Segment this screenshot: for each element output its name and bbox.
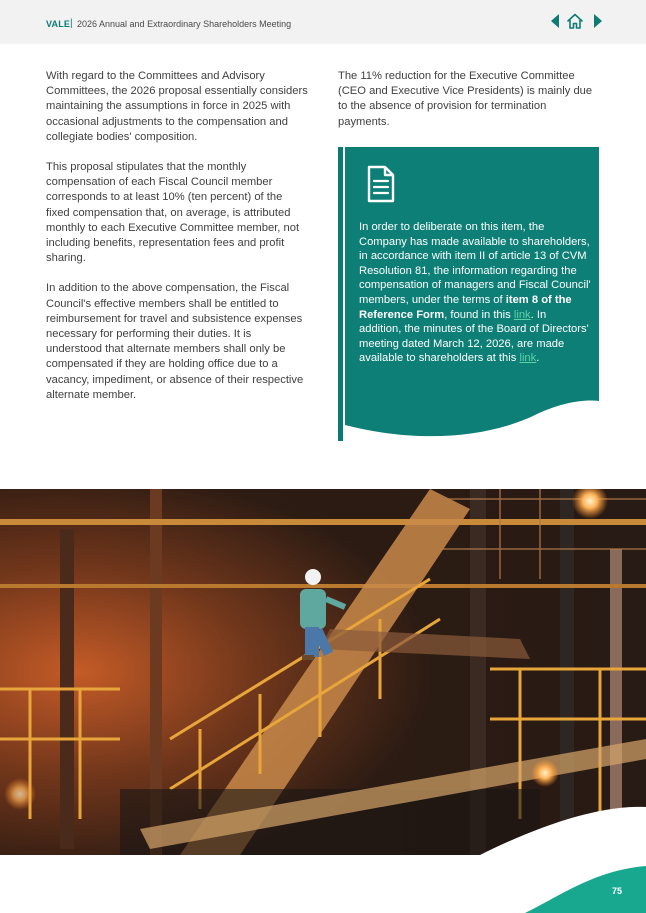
paragraph-fiscal-council-compensation: This proposal stipulates that the monthly compensation of each Fiscal Council member corresponds to at least 10% (ten percent) of the fixed compensation that, on average, is attributed monthly to each Executive Committee member, not including benefits, representation fees and profit sharing.: [46, 161, 300, 265]
footer-wave-decoration: [0, 862, 646, 913]
info-callout: [338, 147, 599, 441]
callout-text-part: .: [536, 352, 540, 365]
paragraph-executive-reduction: The 11% reduction for the Executive Committee (CEO and Executive Vice Presidents) is mainly due to the absence of provision for termination payments.: [338, 70, 593, 128]
home-icon[interactable]: [565, 11, 585, 31]
callout-bold-reference: item 8 of the Reference Form: [359, 293, 572, 321]
callout-text-part: In order to deliberate on this item, the Company has made available to shareholders, in accordance with item II of article 13 of CVM Resolution 81, the information regarding the compensation of managers and Fiscal Council' members, under the terms of: [359, 221, 591, 306]
board-minutes-link[interactable]: link: [519, 352, 537, 365]
callout-box: [345, 147, 599, 441]
previous-page-icon[interactable]: [548, 12, 564, 30]
right-column: [338, 69, 600, 145]
brand-logo: VALE: [46, 19, 71, 29]
paragraph-committees: With regard to the Committees and Advisory Committees, the 2026 proposal essentially considers maintaining the assumptions in force in 2025 with occasional adjustments to the compensation and collegiate bodies' composition.: [46, 70, 308, 143]
document-title: 2026 Annual and Extraordinary Shareholders Meeting: [77, 19, 292, 29]
industrial-plant-photo: [0, 489, 646, 855]
document-icon: [366, 164, 396, 204]
callout-text: [359, 220, 591, 366]
page-number: 75: [612, 886, 623, 896]
callout-wave-decoration: [345, 387, 599, 441]
callout-accent-bar: [338, 147, 343, 441]
callout-text-part: . In addition, the minutes of the Board of Directors' meeting dated March 12, 2026, are made available to shareholders at this: [359, 308, 589, 365]
next-page-icon[interactable]: [589, 12, 605, 30]
callout-text-part: , found in this: [444, 308, 514, 321]
page-header: [0, 0, 646, 44]
paragraph-reimbursement: In addition to the above compensation, the Fiscal Council's effective members shall be entitled to reimbursement for travel and subsistence expenses necessary for performing their duties. It is understood that alternate members shall only be compensated if they are holding office due to a vacancy, impediment, or absence of their respective alternate member.: [46, 282, 304, 401]
left-column: [46, 69, 308, 418]
reference-form-link[interactable]: link: [513, 308, 531, 321]
header-separator: |: [70, 18, 73, 29]
